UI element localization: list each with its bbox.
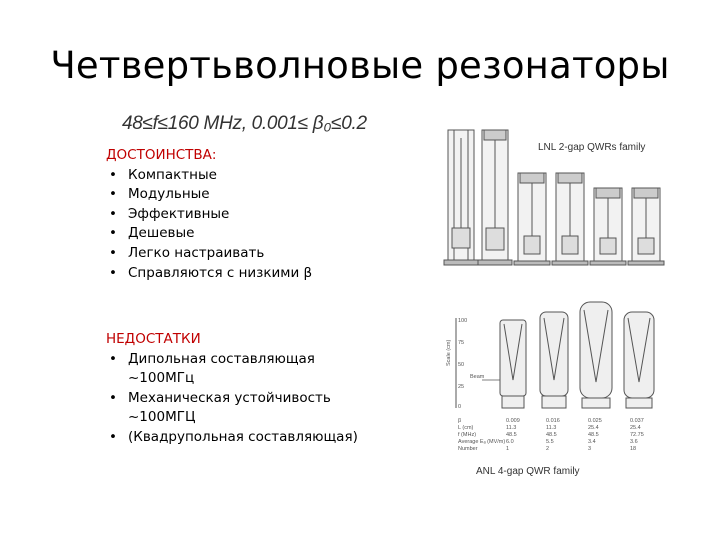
disadvantage-item: [106, 428, 358, 448]
disadvantage-subtext: ~100МГц: [128, 370, 195, 387]
advantage-item: • Справляются с низкими β: [106, 264, 312, 284]
anl-qwr-figure: [438, 290, 674, 490]
anl-caption: ANL 4-gap QWR family: [476, 466, 580, 477]
scale-tick: 75: [458, 340, 465, 346]
disadvantage-text: Механическая устойчивость: [128, 389, 331, 406]
table-cell: 0.009: [506, 418, 520, 424]
table-cell: 48.5: [588, 432, 599, 438]
anl-parameter-table: [458, 418, 644, 452]
parameter-formula: 48≤f≤160 MHz, 0.001≤ β₀≤0.2: [122, 113, 367, 134]
table-cell: 11.3: [546, 425, 557, 431]
table-cell: 3.4: [588, 439, 596, 445]
table-cell: 72.75: [630, 432, 644, 438]
advantage-item: • Эффективные: [106, 205, 312, 225]
scale-tick: 50: [458, 362, 465, 368]
table-cell: 48.5: [506, 432, 517, 438]
lnl-qwr-figure: [438, 118, 668, 278]
disadvantages-list: [106, 350, 358, 448]
disadvantage-subtext: ~100МГЦ: [128, 409, 196, 426]
table-cell: 1: [506, 446, 510, 452]
scale-tick: 100: [458, 318, 468, 324]
table-cell: 11.3: [506, 425, 517, 431]
table-cell: 6.0: [506, 439, 514, 445]
lnl-caption: LNL 2-gap QWRs family: [538, 142, 646, 153]
table-row-label: Number: [458, 446, 478, 452]
disadvantage-text: Дипольная составляющая: [128, 350, 315, 367]
scale-tick: 25: [458, 384, 465, 390]
table-cell: 5.5: [546, 439, 554, 445]
disadvantage-text: (Квадрупольная составляющая): [128, 428, 358, 445]
table-cell: 0.037: [630, 418, 644, 424]
beam-label: Beam: [470, 374, 485, 380]
disadvantage-item: [106, 350, 358, 389]
advantages-list: [106, 166, 312, 284]
disadvantages-heading: НЕДОСТАТКИ: [106, 331, 201, 347]
disadvantage-item: [106, 389, 358, 428]
table-row-label: f (MHz): [458, 432, 477, 438]
table-cell: 3: [588, 446, 592, 452]
scale-tick: 0: [458, 404, 462, 410]
table-row-label: L (cm): [458, 425, 474, 431]
table-cell: 25.4: [630, 425, 641, 431]
advantages-heading: ДОСТОИНСТВА:: [106, 147, 217, 163]
disadvantages-section: [106, 330, 358, 448]
table-cell: 0.025: [588, 418, 602, 424]
slide-title: Четвертьволновые резонаторы: [50, 44, 670, 87]
advantage-item: • Компактные: [106, 166, 312, 186]
table-cell: 0.016: [546, 418, 560, 424]
scale-axis-label: Scale (cm): [446, 339, 452, 366]
advantage-item: • Модульные: [106, 185, 312, 205]
advantage-item: • Дешевые: [106, 224, 312, 244]
advantage-item: • Легко настраивать: [106, 244, 312, 264]
table-cell: 3.6: [630, 439, 638, 445]
table-row-label: β: [458, 418, 462, 424]
table-row-label: Average Eₐ (MV/m): [458, 439, 506, 445]
table-cell: 48.5: [546, 432, 557, 438]
table-cell: 18: [630, 446, 637, 452]
table-cell: 2: [546, 446, 550, 452]
anl-resonator-drawings: [500, 302, 654, 408]
table-cell: 25.4: [588, 425, 599, 431]
advantages-section: [106, 146, 312, 283]
